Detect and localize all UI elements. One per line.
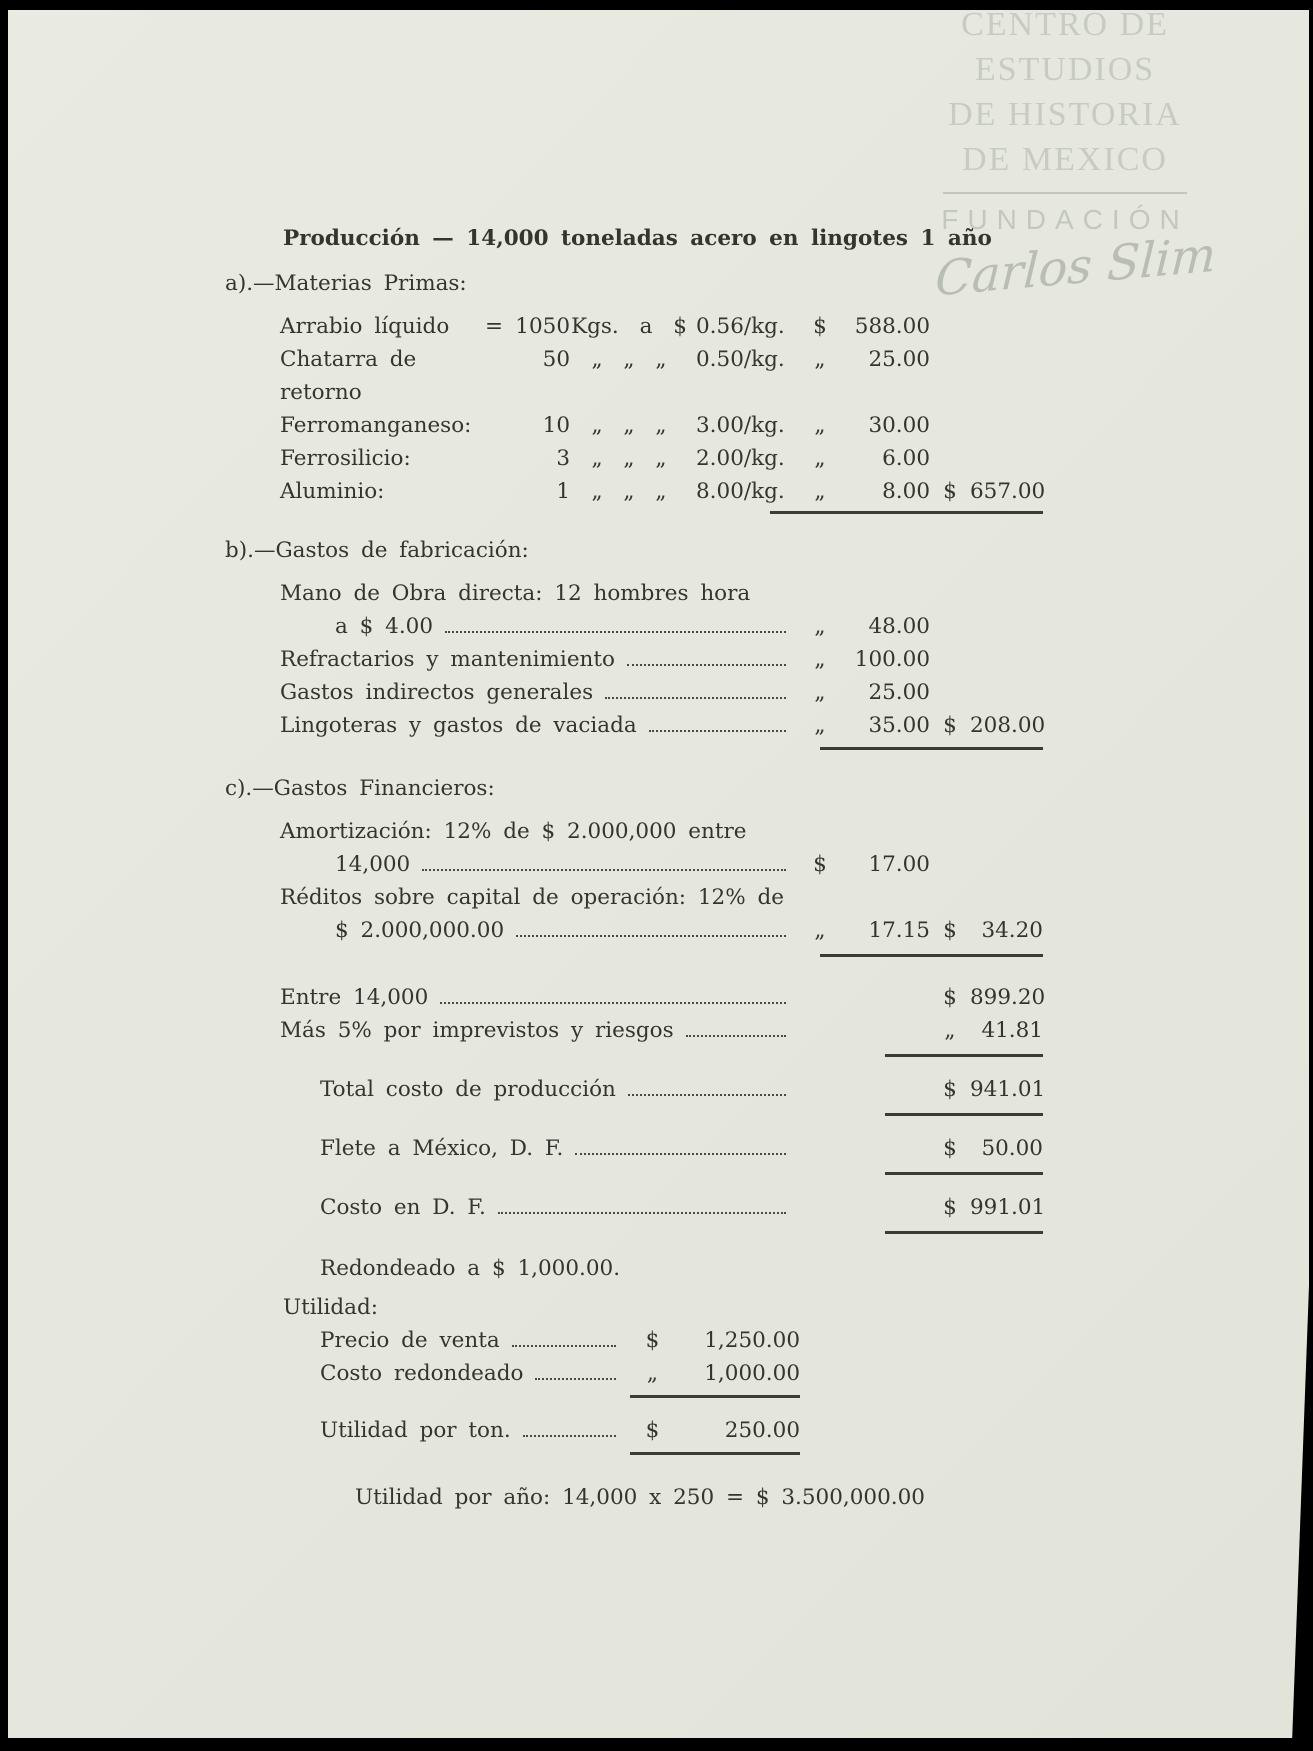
row-label: Flete a México, D. F. <box>320 1136 564 1161</box>
currency: „ <box>814 918 826 943</box>
rounded-note: Redondeado a $ 1,000.00. <box>320 1256 621 1281</box>
ditto-marks: „ „ „ <box>591 446 667 471</box>
dot-leader <box>535 1378 616 1380</box>
currency: „ <box>814 413 826 438</box>
amount: 941.01 <box>970 1077 1046 1102</box>
dot-leader <box>628 1094 786 1096</box>
dot-leader <box>575 1153 786 1155</box>
watermark-line: DE HISTORIA <box>948 96 1182 133</box>
currency: „ <box>944 1018 956 1043</box>
table-row <box>280 676 1045 709</box>
currency: „ <box>646 1361 659 1386</box>
currency: $ <box>943 1077 957 1102</box>
amount: 48.00 <box>868 614 930 639</box>
unit-price: 2.00/kg. <box>696 446 785 471</box>
amount: 899.20 <box>970 985 1046 1010</box>
quantity: 1050 <box>515 314 570 339</box>
table-row <box>280 610 1045 643</box>
unit-price: 3.00/kg. <box>696 413 785 438</box>
page-title: Producción — 14,000 toneladas acero en lingotes 1 año <box>283 226 992 251</box>
material-label: Aluminio: <box>280 479 385 504</box>
currency: „ <box>814 446 826 471</box>
table-row <box>320 1324 1045 1357</box>
row-wrapped-line: Mano de Obra directa: 12 hombres hora <box>280 581 751 606</box>
quantity: 1 <box>556 479 570 504</box>
currency: „ <box>814 647 826 672</box>
amount: 41.81 <box>981 1018 1043 1043</box>
dot-leader <box>422 869 786 871</box>
table-row <box>280 475 1045 508</box>
signature: Carlos Slim <box>934 226 1218 308</box>
quantity: 50 <box>542 347 570 372</box>
row-label: Entre 14,000 <box>280 985 429 1010</box>
row-label: a $ 4.00 <box>335 614 434 639</box>
amount: 6.00 <box>882 446 930 471</box>
utilidad-heading: Utilidad: <box>283 1295 378 1320</box>
unit-price: 8.00/kg. <box>696 479 785 504</box>
row-label: Utilidad por ton. <box>320 1418 511 1443</box>
material-label: Arrabio líquido <box>280 314 450 339</box>
table-row <box>320 1414 1045 1447</box>
unit: Kgs. a $ <box>571 314 687 339</box>
currency: „ <box>814 680 826 705</box>
table-row <box>280 310 1045 343</box>
table-row <box>280 442 1045 475</box>
table-row <box>280 409 1045 442</box>
table-row <box>280 1191 1045 1224</box>
currency: $ <box>645 1328 660 1353</box>
currency: „ <box>814 347 826 372</box>
table-row <box>280 1014 1045 1047</box>
subtotal-rule <box>885 1231 1043 1234</box>
currency: $ <box>813 314 827 339</box>
currency: $ <box>943 1195 957 1220</box>
dot-leader <box>512 1345 616 1347</box>
amount: 17.00 <box>868 852 930 877</box>
amount: 30.00 <box>868 413 930 438</box>
row-label: $ 2.000,000.00 <box>335 918 505 943</box>
row-label: 14,000 <box>335 852 411 877</box>
ditto-marks: „ „ „ <box>591 413 667 438</box>
row-label: Refractarios y mantenimiento <box>280 647 615 672</box>
dot-leader <box>516 935 786 937</box>
amount: 991.01 <box>970 1195 1046 1220</box>
subtotal-rule <box>630 1452 800 1455</box>
amount: 100.00 <box>854 647 930 672</box>
table-row <box>280 914 1045 947</box>
total-currency: $ <box>943 479 957 504</box>
material-label: Ferrosilicio: <box>280 446 411 471</box>
dot-leader <box>440 1002 786 1004</box>
currency: $ <box>813 852 827 877</box>
table-row <box>280 343 1045 409</box>
currency: $ <box>943 1136 957 1161</box>
currency: $ <box>943 985 957 1010</box>
dot-leader <box>649 730 786 732</box>
currency: $ <box>645 1418 660 1443</box>
quantity: 10 <box>542 413 570 438</box>
row-label: Total costo de producción <box>320 1077 616 1102</box>
row-label: Precio de venta <box>320 1328 500 1353</box>
total-amount: 208.00 <box>970 713 1046 738</box>
amount: 1,250.00 <box>704 1328 800 1353</box>
amount: 8.00 <box>882 479 930 504</box>
subtotal-rule <box>820 954 1043 957</box>
total-currency: $ <box>943 713 957 738</box>
table-row <box>280 1073 1045 1106</box>
ditto-marks: „ „ „ <box>591 347 667 372</box>
subtotal-rule <box>820 747 1043 750</box>
quantity: 3 <box>556 446 570 471</box>
annual-profit-line: Utilidad por año: 14,000 x 250 = $ 3.500,000.00 <box>355 1485 925 1510</box>
table-row <box>280 848 1045 881</box>
dot-leader <box>627 664 786 666</box>
total-currency: $ <box>943 918 957 943</box>
amount: 588.00 <box>854 314 930 339</box>
row-label: Costo en D. F. <box>320 1195 486 1220</box>
material-label: Ferromanganeso: <box>280 413 472 438</box>
table-row <box>280 709 1045 742</box>
row-label: Lingoteras y gastos de vaciada <box>280 713 637 738</box>
dot-leader <box>498 1212 786 1214</box>
amount: 25.00 <box>868 347 930 372</box>
unit-price: 0.56/kg. <box>696 314 785 339</box>
watermark-foundation: FUNDACIÓN <box>941 204 1189 235</box>
subtotal-rule <box>885 1172 1043 1175</box>
material-label: Chatarra de retorno <box>280 347 417 405</box>
table-row <box>280 643 1045 676</box>
amount: 250.00 <box>724 1418 800 1443</box>
row-wrapped-line: Amortización: 12% de $ 2.000,000 entre <box>280 819 747 844</box>
subtotal-rule <box>885 1113 1043 1116</box>
dot-leader <box>605 697 786 699</box>
amount: 17.15 <box>868 918 930 943</box>
ditto-marks: „ „ „ <box>591 479 667 504</box>
total-amount: 657.00 <box>970 479 1046 504</box>
row-label: Gastos indirectos generales <box>280 680 594 705</box>
amount: 1,000.00 <box>704 1361 800 1386</box>
section-c-heading: c).—Gastos Financieros: <box>225 776 495 801</box>
table-row <box>280 981 1045 1014</box>
row-label: Más 5% por imprevistos y riesgos <box>280 1018 674 1043</box>
subtotal-rule <box>770 511 1043 514</box>
watermark-line: ESTUDIOS <box>974 51 1156 88</box>
currency: „ <box>814 713 826 738</box>
currency: „ <box>814 614 826 639</box>
amount: 50.00 <box>981 1136 1043 1161</box>
archive-watermark <box>934 2 1218 308</box>
section-a-heading: a).—Materias Primas: <box>225 271 467 296</box>
table-row <box>280 1132 1045 1165</box>
total-amount: 34.20 <box>981 918 1043 943</box>
dot-leader <box>523 1435 616 1437</box>
dot-leader <box>686 1035 786 1037</box>
currency: „ <box>814 479 826 504</box>
watermark-line: DE MEXICO <box>962 141 1168 178</box>
subtotal-rule <box>630 1395 800 1398</box>
dot-leader <box>445 631 786 633</box>
table-row <box>320 1357 1045 1390</box>
amount: 35.00 <box>868 713 930 738</box>
subtotal-rule <box>885 1054 1043 1057</box>
row-wrapped-line: Réditos sobre capital de operación: 12% de <box>280 885 784 910</box>
unit-price: 0.50/kg. <box>696 347 785 372</box>
amount: 25.00 <box>868 680 930 705</box>
section-b-heading: b).—Gastos de fabricación: <box>225 538 529 563</box>
row-label: Costo redondeado <box>320 1361 524 1386</box>
watermark-divider <box>943 192 1187 194</box>
watermark-line: CENTRO DE <box>961 6 1169 43</box>
equals-sign: = <box>484 314 503 339</box>
